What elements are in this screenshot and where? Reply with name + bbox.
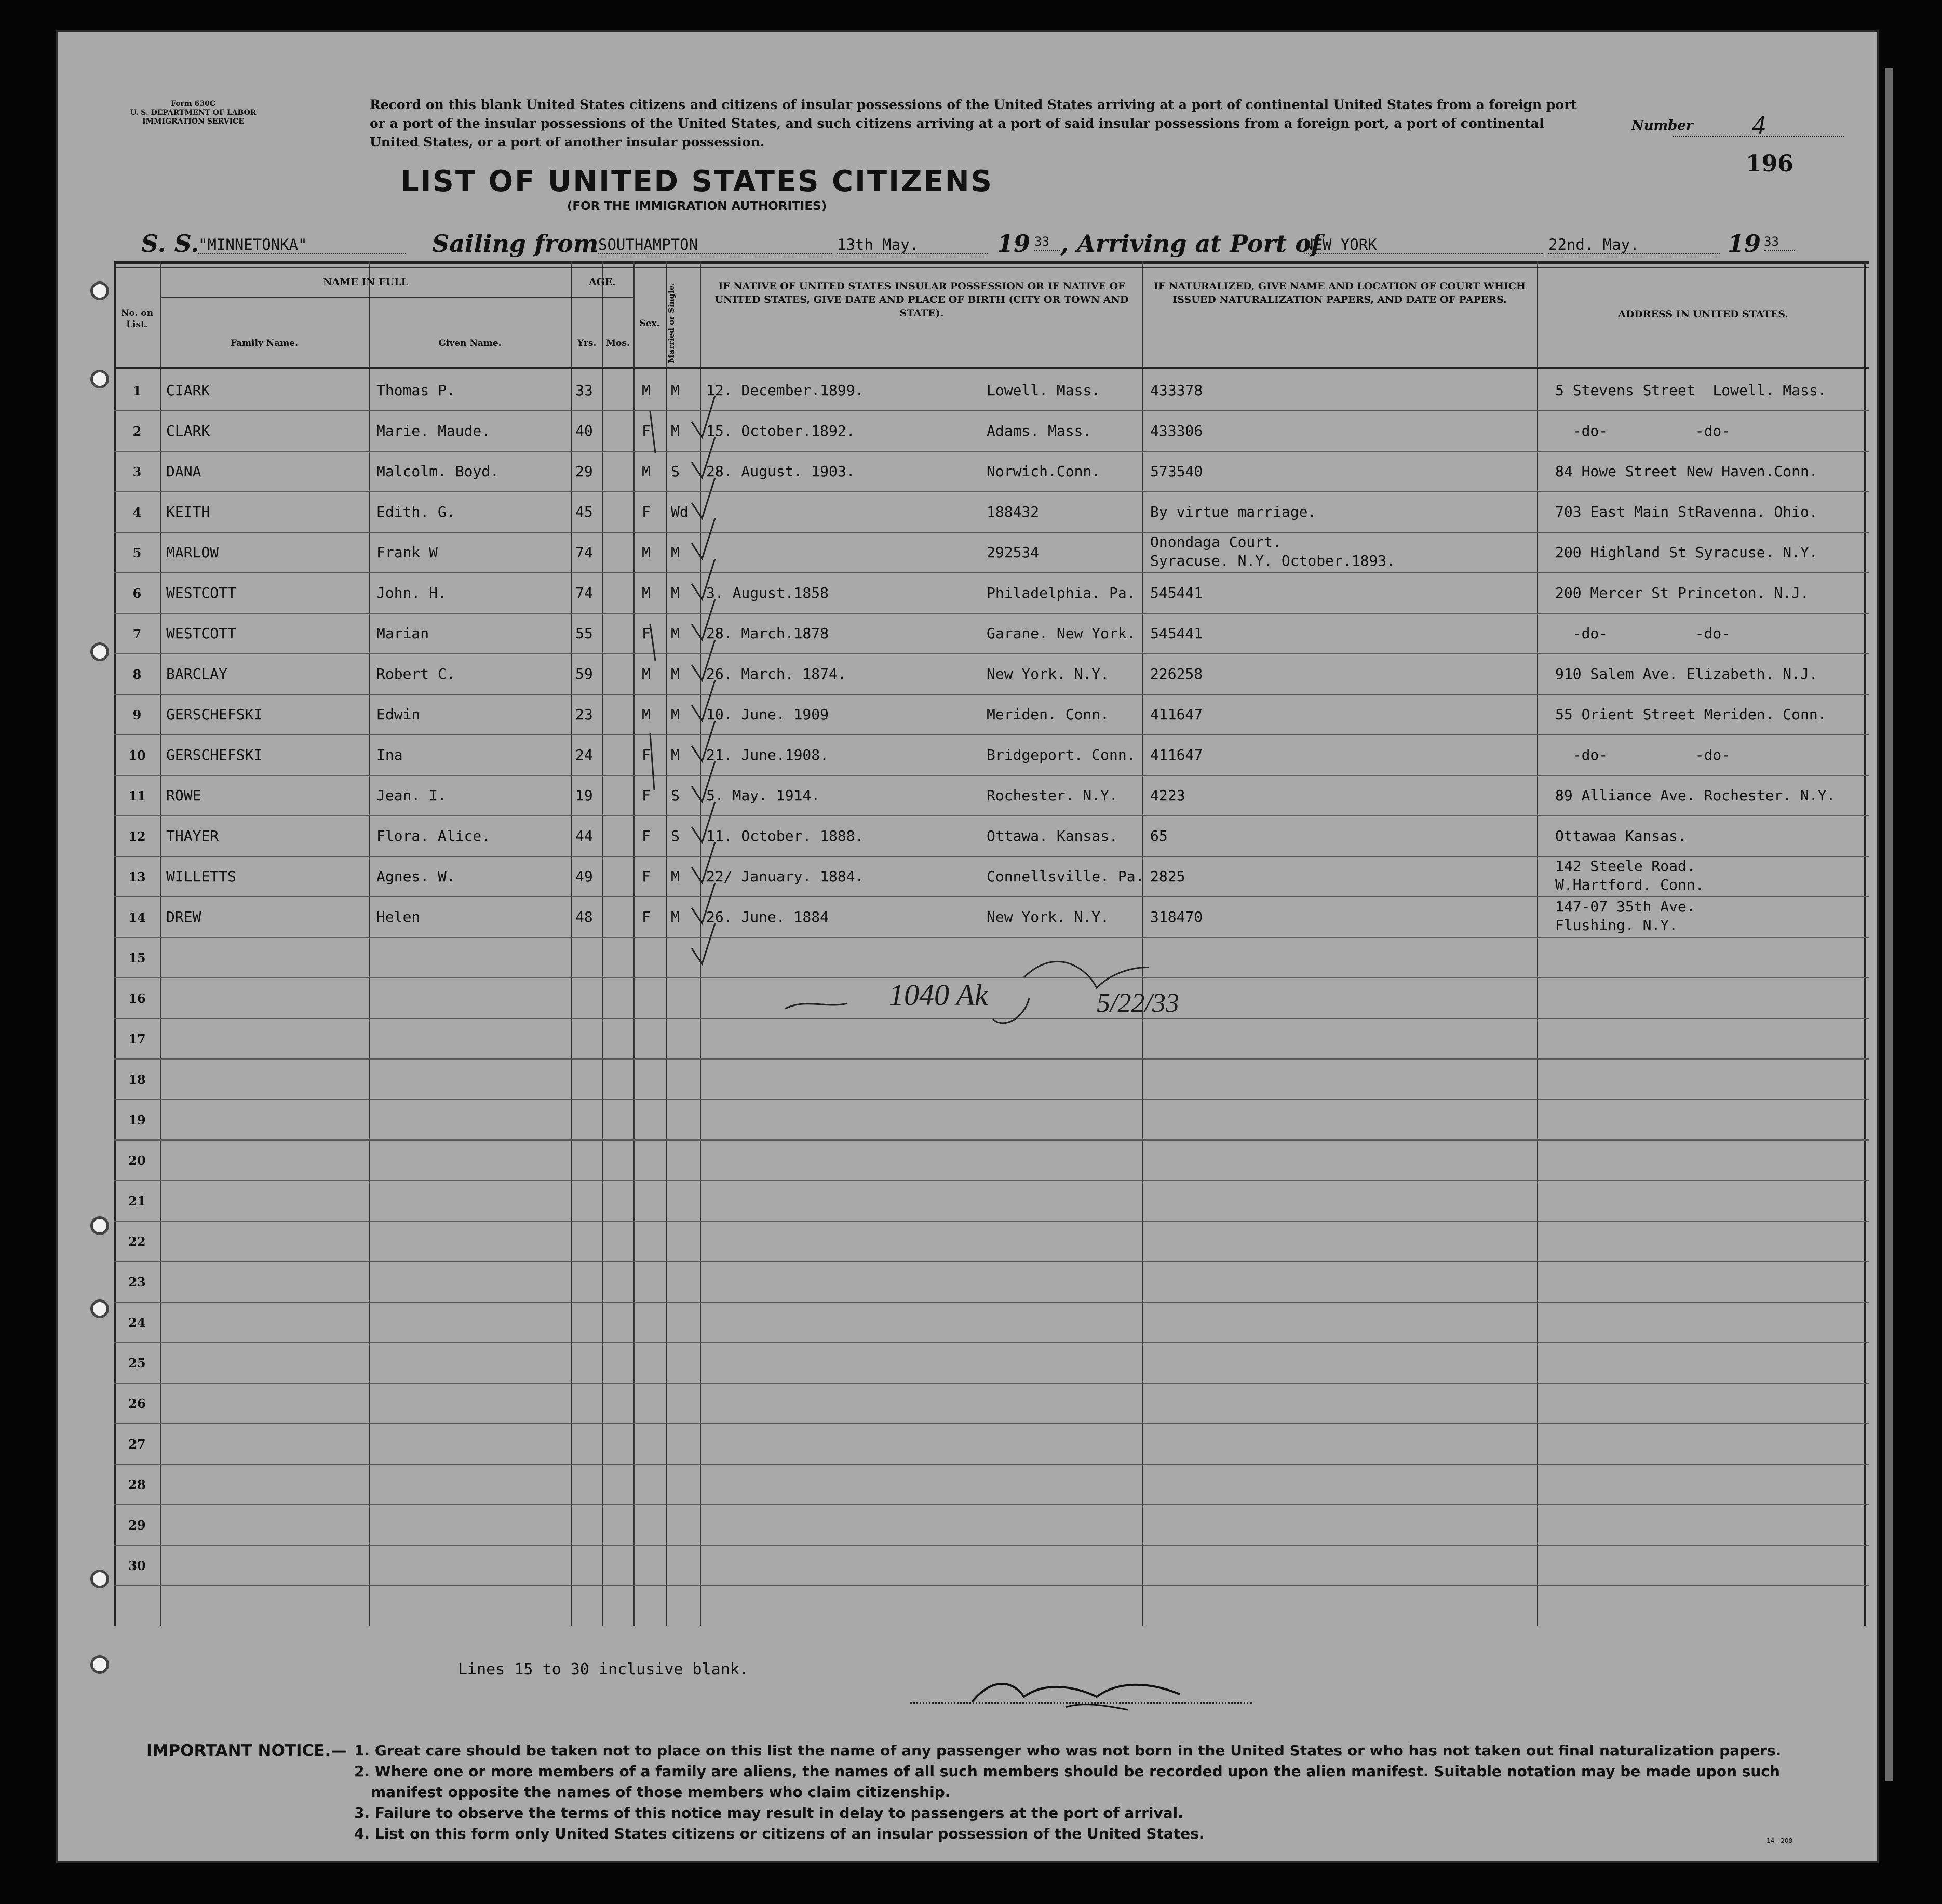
family-name: ROWE <box>166 787 201 804</box>
family-name: CIARK <box>166 382 210 399</box>
family-name: MARLOW <box>166 544 219 561</box>
sex: F <box>642 625 651 642</box>
punch-hole <box>90 1655 109 1674</box>
age-years: 19 <box>575 787 593 804</box>
row-number: 28 <box>128 1477 146 1492</box>
family-name: WESTCOTT <box>166 584 236 601</box>
sex: M <box>642 706 651 723</box>
row-number: 14 <box>128 910 146 925</box>
header-birth: IF NATIVE OF UNITED STATES INSULAR POSSESSION OR IF NATIVE OF UNITED STATES, GIVE DATE AND PLACE OF BIRTH (CITY OR TOWN AND STATE). <box>714 280 1129 319</box>
sex: M <box>642 463 651 480</box>
birth-date: 11. October. 1888. <box>706 827 864 844</box>
punch-hole <box>90 281 109 300</box>
header-given-name: Given Name. <box>438 338 502 348</box>
row-number: 6 <box>132 586 142 601</box>
given-name: Thomas P. <box>376 382 455 399</box>
naturalization: 65 <box>1150 827 1168 844</box>
birth-date: 3. August.1858 <box>706 584 829 601</box>
birth-date: 26. June. 1884 <box>706 908 829 926</box>
birth-place: Meriden. Conn. <box>987 706 1110 723</box>
address: 55 Orient Street Meriden. Conn. <box>1555 706 1827 723</box>
family-name: DREW <box>166 908 201 926</box>
address-line-2: Flushing. N.Y. <box>1555 917 1678 934</box>
marital-status: M <box>671 544 680 561</box>
given-name: Marie. Maude. <box>376 422 491 439</box>
birth-place: Adams. Mass. <box>987 422 1092 439</box>
row-number: 19 <box>128 1112 146 1128</box>
punch-hole <box>90 1299 109 1318</box>
address-line-2: W.Hartford. Conn. <box>1555 876 1704 893</box>
naturalization: 2825 <box>1150 868 1185 885</box>
ship-name: "MINNETONKA" <box>198 236 406 254</box>
birth-date: 5. May. 1914. <box>706 787 820 804</box>
address: 703 East Main StRavenna. Ohio. <box>1555 503 1818 520</box>
purser-signature <box>910 1666 1252 1712</box>
marital-status: M <box>671 746 680 763</box>
age-years: 33 <box>575 382 593 399</box>
sex: F <box>642 827 651 844</box>
sex: M <box>642 584 651 601</box>
family-name: WILLETTS <box>166 868 236 885</box>
naturalization: 545441 <box>1150 625 1203 642</box>
header-mos: Mos. <box>606 338 630 348</box>
row-number: 10 <box>128 748 146 763</box>
header-age: AGE. <box>588 276 616 288</box>
given-name: Marian <box>376 625 429 642</box>
family-name: BARCLAY <box>166 665 228 682</box>
birth-place: Bridgeport. Conn. <box>987 746 1136 763</box>
row-number: 21 <box>128 1194 146 1209</box>
marital-status: M <box>671 382 680 399</box>
naturalization-detail: Syracuse. N.Y. October.1893. <box>1150 552 1396 569</box>
marital-status: S <box>671 787 680 804</box>
row-number: 9 <box>132 707 142 722</box>
row-number: 24 <box>128 1315 146 1330</box>
birth-place: 292534 <box>987 544 1040 561</box>
row-number: 30 <box>128 1558 146 1573</box>
marital-status: S <box>671 463 680 480</box>
handwritten-annotation: 1040 Ak <box>889 978 988 1012</box>
rule <box>571 297 633 298</box>
row-number: 16 <box>128 991 146 1006</box>
given-name: Edwin <box>376 706 421 723</box>
sex: F <box>642 908 651 926</box>
age-years: 23 <box>575 706 593 723</box>
ss-label: S. S. <box>141 230 199 258</box>
row-number: 1 <box>132 383 142 398</box>
family-name: WESTCOTT <box>166 625 236 642</box>
marital-status: M <box>671 584 680 601</box>
age-years: 55 <box>575 625 593 642</box>
punch-hole <box>90 1216 109 1235</box>
header-married: Married or Single. <box>667 283 676 364</box>
row-number: 17 <box>128 1031 146 1047</box>
given-name: Malcolm. Boyd. <box>376 463 500 480</box>
address: Ottawaa Kansas. <box>1555 827 1687 844</box>
row-number: 25 <box>128 1356 146 1371</box>
family-name: CLARK <box>166 422 210 439</box>
naturalization: 411647 <box>1150 746 1203 763</box>
row-number: 2 <box>132 424 142 439</box>
address: -do- -do- <box>1555 746 1731 763</box>
row-number: 29 <box>128 1518 146 1533</box>
birth-date: 28. August. 1903. <box>706 463 855 480</box>
sex: M <box>642 665 651 682</box>
birth-place: 188432 <box>987 503 1040 520</box>
header-address: ADDRESS IN UNITED STATES. <box>1618 309 1788 320</box>
family-name: GERSCHEFSKI <box>166 746 263 763</box>
marital-status: S <box>671 827 680 844</box>
birth-date: 22/ January. 1884. <box>706 868 864 885</box>
notice-item-4: 4. List on this form only United States citizens or citizens of an insular possession of the United States. <box>354 1825 1205 1842</box>
given-name: Ina <box>376 746 403 763</box>
row-number: 27 <box>128 1437 146 1452</box>
header-no: No. on List. <box>120 308 154 330</box>
address: 147-07 35th Ave. <box>1555 898 1695 915</box>
sex: M <box>642 544 651 561</box>
punch-hole <box>90 370 109 388</box>
handwritten-date: 5/22/33 <box>1097 988 1179 1018</box>
birth-place: Ottawa. Kansas. <box>987 827 1118 844</box>
row-number: 26 <box>128 1396 146 1411</box>
address: 5 Stevens Street Lowell. Mass. <box>1555 382 1827 399</box>
header-naturalized: IF NATURALIZED, GIVE NAME AND LOCATION OF COURT WHICH ISSUED NATURALIZATION PAPERS, AND DATE OF PAPERS. <box>1154 280 1526 305</box>
birth-place: Philadelphia. Pa. <box>987 584 1136 601</box>
row-number: 15 <box>128 950 146 966</box>
header-yrs: Yrs. <box>577 338 597 348</box>
address: -do- -do- <box>1555 625 1731 642</box>
family-name: GERSCHEFSKI <box>166 706 263 723</box>
naturalization: 433378 <box>1150 382 1203 399</box>
address: 84 Howe Street New Haven.Conn. <box>1555 463 1818 480</box>
row-number: 4 <box>132 505 142 520</box>
number-value: 4 <box>1673 115 1844 137</box>
naturalization: 573540 <box>1150 463 1203 480</box>
row-number: 12 <box>128 829 146 844</box>
arrival-date: 22nd. May. <box>1548 236 1720 254</box>
row-number: 8 <box>132 667 142 682</box>
sex: M <box>642 382 651 399</box>
age-years: 49 <box>575 868 593 885</box>
address: 200 Mercer St Princeton. N.J. <box>1555 584 1809 601</box>
marital-status: M <box>671 908 680 926</box>
age-years: 29 <box>575 463 593 480</box>
given-name: Robert C. <box>376 665 455 682</box>
departure-year: 33 <box>1034 233 1060 251</box>
year-prefix: 19 <box>1728 230 1761 258</box>
given-name: John. H. <box>376 584 447 601</box>
birth-date: 26. March. 1874. <box>706 665 846 682</box>
handwriting-check-marks <box>629 32 1149 1694</box>
birth-place: Garane. New York. <box>987 625 1136 642</box>
notice-item-1: 1. Great care should be taken not to place on this list the name of any passenger who was not born in the United States or who has not taken out final naturalization papers. <box>354 1742 1782 1759</box>
header-name-in-full: NAME IN FULL <box>323 276 408 288</box>
form-service: IMMIGRATION SERVICE <box>142 117 244 126</box>
address: 142 Steele Road. <box>1555 857 1695 875</box>
naturalization: 433306 <box>1150 422 1203 439</box>
row-number: 20 <box>128 1153 146 1168</box>
row-number: 11 <box>128 788 146 803</box>
form-identifier <box>100 100 287 126</box>
age-years: 40 <box>575 422 593 439</box>
marital-status: M <box>671 868 680 885</box>
form-dept: U. S. DEPARTMENT OF LABOR <box>130 109 257 117</box>
departure-port: SOUTHAMPTON <box>598 236 832 254</box>
back-page-edge <box>1885 68 1893 1781</box>
row-number: 18 <box>128 1072 146 1087</box>
age-years: 45 <box>575 503 593 520</box>
marital-status: M <box>671 706 680 723</box>
birth-date: 15. October.1892. <box>706 422 855 439</box>
sex: F <box>642 746 651 763</box>
arrival-port: NEW YORK <box>1304 236 1543 254</box>
birth-place: Connellsville. Pa. <box>987 868 1144 885</box>
given-name: Frank W <box>376 544 438 561</box>
arrival-year: 33 <box>1764 233 1795 251</box>
naturalization: 545441 <box>1150 584 1203 601</box>
sailing-label: Sailing from <box>432 230 599 258</box>
header-sex: Sex. <box>639 318 660 329</box>
address: -do- -do- <box>1555 422 1731 439</box>
age-years: 74 <box>575 584 593 601</box>
notice-item-2: 2. Where one or more members of a family are aliens, the names of all such members should be recorded upon the alien manifest. Suitable notation may be made upon such <box>354 1763 1780 1780</box>
birth-date: 21. June.1908. <box>706 746 829 763</box>
row-number: 7 <box>132 626 142 641</box>
naturalization: Onondaga Court. <box>1150 533 1282 551</box>
given-name: Jean. I. <box>376 787 447 804</box>
sex: F <box>642 422 651 439</box>
family-name: KEITH <box>166 503 210 520</box>
form-id: Form 630C <box>171 100 215 108</box>
birth-place: Rochester. N.Y. <box>987 787 1118 804</box>
form-code: 14—208 <box>1766 1837 1793 1844</box>
marital-status: M <box>671 665 680 682</box>
row-number: 5 <box>132 545 142 560</box>
birth-place: New York. N.Y. <box>987 665 1110 682</box>
marital-status: M <box>671 625 680 642</box>
given-name: Agnes. W. <box>376 868 455 885</box>
row-number: 22 <box>128 1234 146 1249</box>
row-number: 3 <box>132 464 142 479</box>
page-subtitle: (FOR THE IMMIGRATION AUTHORITIES) <box>567 199 827 213</box>
punch-hole <box>90 1570 109 1588</box>
departure-date: 13th May. <box>837 236 988 254</box>
notice-item-2-cont: manifest opposite the names of those members who claim citizenship. <box>371 1784 951 1801</box>
family-name: DANA <box>166 463 201 480</box>
age-years: 48 <box>575 908 593 926</box>
age-years: 59 <box>575 665 593 682</box>
sex: F <box>642 787 651 804</box>
row-number: 13 <box>128 869 146 884</box>
age-years: 74 <box>575 544 593 561</box>
age-years: 24 <box>575 746 593 763</box>
number-label: Number <box>1631 118 1693 133</box>
sex: F <box>642 868 651 885</box>
birth-place: Norwich.Conn. <box>987 463 1101 480</box>
page-number: 196 <box>1746 151 1793 177</box>
notice-lead: IMPORTANT NOTICE.— <box>146 1741 347 1760</box>
manifest-sheet <box>56 30 1879 1863</box>
year-prefix: 19 <box>997 230 1031 258</box>
naturalization: By virtue marriage. <box>1150 503 1317 520</box>
naturalization: 411647 <box>1150 706 1203 723</box>
sex: F <box>642 503 651 520</box>
birth-place: Lowell. Mass. <box>987 382 1101 399</box>
marital-status: M <box>671 422 680 439</box>
purser-signature-line <box>910 1686 1252 1704</box>
naturalization: 226258 <box>1150 665 1203 682</box>
birth-date: 10. June. 1909 <box>706 706 829 723</box>
birth-place: New York. N.Y. <box>987 908 1110 926</box>
given-name: Flora. Alice. <box>376 827 491 844</box>
marital-status: Wd <box>671 503 689 520</box>
notice-item-3: 3. Failure to observe the terms of this notice may result in delay to passengers at the port of arrival. <box>354 1804 1183 1821</box>
page-title: LIST OF UNITED STATES CITIZENS <box>400 165 993 198</box>
blank-lines-note: Lines 15 to 30 inclusive blank. <box>458 1660 749 1679</box>
header-family-name: Family Name. <box>230 338 299 348</box>
given-name: Helen <box>376 908 421 926</box>
given-name: Edith. G. <box>376 503 455 520</box>
address: 200 Highland St Syracuse. N.Y. <box>1555 544 1818 561</box>
rule <box>160 297 571 298</box>
birth-date: 12. December.1899. <box>706 382 864 399</box>
age-years: 44 <box>575 827 593 844</box>
naturalization: 4223 <box>1150 787 1185 804</box>
birth-date: 28. March.1878 <box>706 625 829 642</box>
instructions: Record on this blank United States citizens and citizens of insular possessions of the United States arriving at a port of continental United States from a foreign port or a port of the insular possessions of the United States, and such citizens arriving at a port of said insular possessions from a foreign port, a port of continental United States, or a port of another insular possession. <box>370 97 1577 150</box>
row-number: 23 <box>128 1275 146 1290</box>
address: 910 Salem Ave. Elizabeth. N.J. <box>1555 665 1818 682</box>
family-name: THAYER <box>166 827 219 844</box>
naturalization: 318470 <box>1150 908 1203 926</box>
address: 89 Alliance Ave. Rochester. N.Y. <box>1555 787 1836 804</box>
punch-hole <box>90 642 109 661</box>
arriving-label: , Arriving at Port of <box>1060 230 1321 258</box>
